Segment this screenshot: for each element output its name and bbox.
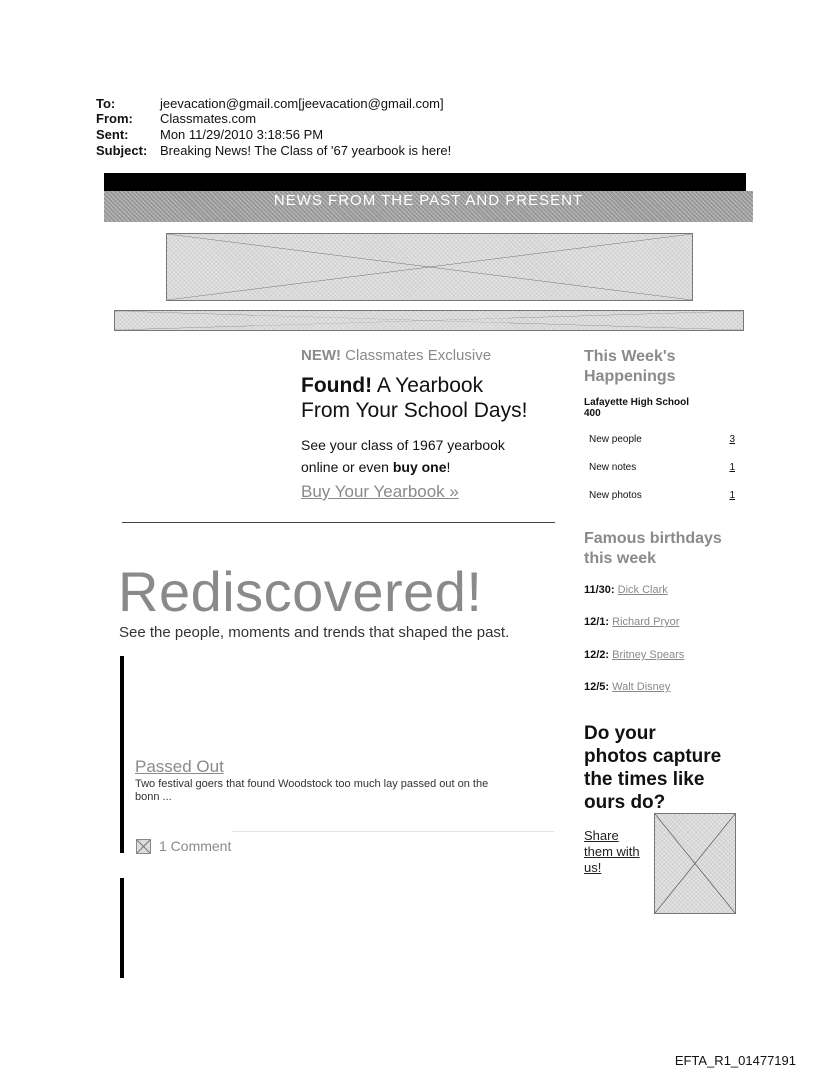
comment-count[interactable]: 1 Comment (159, 838, 232, 854)
promo-desc-end: ! (446, 459, 451, 475)
photos-cta-heading (584, 722, 721, 814)
promo-headline-1: A Yearbook (372, 374, 484, 397)
photos-cta-3: the times like (584, 769, 705, 790)
birthday-name-link[interactable]: Richard Pryor (612, 616, 680, 628)
sent-label: Sent: (96, 127, 129, 142)
promo-desc-1: See your class of 1967 yearbook (301, 437, 505, 453)
promo-exclusive: Classmates Exclusive (341, 347, 492, 364)
story-excerpt (135, 778, 488, 804)
photo-placeholder (654, 813, 736, 914)
birthday-item (584, 584, 668, 596)
stat-row-notes[interactable] (589, 462, 735, 473)
photos-cta-1: Do your (584, 723, 656, 744)
subject-label: Subject: (96, 143, 148, 158)
to-value: jeevacation@gmail.com[jeevacation@gmail.com] (160, 96, 444, 111)
birthdays-title (584, 529, 722, 569)
sent-value: Mon 11/29/2010 3:18:56 PM (160, 127, 324, 142)
new-badge: NEW! (301, 347, 341, 364)
promo-desc-bold: buy one (392, 459, 447, 475)
comment-icon (136, 839, 151, 854)
stat-row-people[interactable] (589, 434, 735, 445)
story-title-link[interactable]: Passed Out (135, 757, 224, 776)
promo-headline (301, 373, 527, 423)
birthday-date: 12/5: (584, 681, 610, 693)
stat-label: New people (589, 434, 642, 445)
from-label: From: (96, 111, 133, 126)
promo-desc-2: online or even (301, 459, 393, 475)
story-left-bar-2 (120, 878, 124, 978)
share-photos-link[interactable] (584, 828, 640, 876)
birthdays-title-1: Famous birthdays (584, 530, 722, 547)
story-excerpt-2: bonn ... (135, 791, 172, 803)
photos-cta-4: ours do? (584, 792, 666, 813)
promo-description (301, 434, 505, 478)
buy-yearbook-link[interactable]: Buy Your Yearbook » (301, 482, 459, 501)
happenings-title (584, 347, 676, 387)
photos-cta-2: photos capture (584, 746, 722, 767)
stat-count[interactable]: 1 (729, 490, 735, 501)
birthday-item (584, 681, 670, 693)
school-name (584, 397, 689, 419)
divider-image-placeholder (114, 310, 744, 331)
happenings-title-2: Happenings (584, 368, 676, 385)
share-link-2[interactable]: them with (584, 844, 640, 859)
banner-title: NEWS FROM THE PAST AND PRESENT (273, 192, 584, 209)
stat-row-photos[interactable] (589, 490, 735, 501)
birthday-name-link[interactable]: Dick Clark (617, 584, 668, 596)
birthday-date: 12/1: (584, 616, 610, 628)
share-link-1[interactable]: Share (584, 828, 619, 843)
banner-bar (104, 191, 753, 222)
promo-found: Found! (301, 374, 373, 397)
school-name-2: 400 (584, 408, 601, 419)
story-separator (232, 831, 554, 832)
document-id: EFTA_R1_01477191 (674, 1053, 796, 1068)
promo-headline-2: From Your School Days! (301, 399, 528, 422)
promo-new-line (301, 347, 491, 364)
stat-count[interactable]: 1 (729, 462, 735, 473)
stat-label: New photos (589, 490, 642, 501)
birthday-date: 11/30: (584, 584, 615, 596)
from-value: Classmates.com (160, 111, 257, 126)
stat-label: New notes (589, 462, 637, 473)
birthday-item (584, 649, 684, 661)
section-divider (122, 522, 555, 523)
share-link-3[interactable]: us! (584, 860, 602, 875)
birthday-name-link[interactable]: Britney Spears (612, 649, 685, 661)
header-image-placeholder (166, 233, 693, 301)
stat-count[interactable]: 3 (729, 434, 735, 445)
subject-value: Breaking News! The Class of '67 yearbook is here! (160, 143, 452, 158)
banner-top-bar (104, 173, 746, 191)
rediscovered-title: Rediscovered! (118, 560, 483, 623)
birthday-date: 12/2: (584, 649, 610, 661)
happenings-title-1: This Week's (584, 348, 676, 365)
birthday-item (584, 616, 679, 628)
rediscovered-subtitle: See the people, moments and trends that shaped the past. (119, 624, 510, 641)
birthdays-title-2: this week (584, 550, 657, 567)
story-left-bar (120, 656, 124, 853)
to-label: To: (96, 96, 116, 111)
birthday-name-link[interactable]: Walt Disney (612, 681, 671, 693)
school-name-1: Lafayette High School (584, 397, 690, 408)
story-excerpt-1: Two festival goers that found Woodstock too much lay passed out on the (135, 778, 489, 790)
